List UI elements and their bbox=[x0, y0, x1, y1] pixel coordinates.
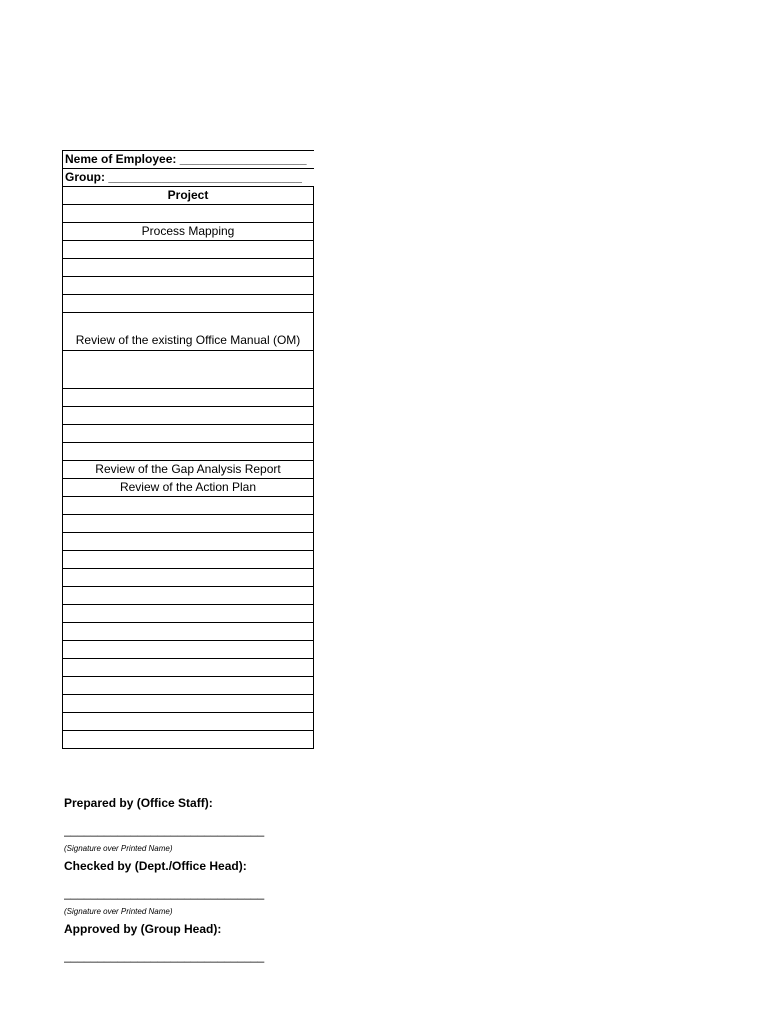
table-row bbox=[63, 587, 314, 605]
empty-cell[interactable] bbox=[63, 713, 314, 731]
table-row bbox=[63, 277, 314, 295]
checked-by-label: Checked by (Dept./Office Head): bbox=[64, 859, 247, 873]
checked-signature-caption: (Signature over Printed Name) bbox=[64, 907, 173, 916]
empty-cell[interactable] bbox=[63, 659, 314, 677]
table-row bbox=[63, 731, 314, 749]
table-row bbox=[63, 425, 314, 443]
review-action-cell: Review of the Action Plan bbox=[63, 479, 314, 497]
table-row bbox=[63, 515, 314, 533]
prepared-signature-caption: (Signature over Printed Name) bbox=[64, 844, 173, 853]
table-row bbox=[63, 695, 314, 713]
process-mapping-cell: Process Mapping bbox=[63, 223, 314, 241]
table-row bbox=[63, 605, 314, 623]
table-row bbox=[63, 659, 314, 677]
project-header: Project bbox=[63, 187, 314, 205]
empty-cell[interactable] bbox=[63, 695, 314, 713]
empty-cell[interactable] bbox=[63, 677, 314, 695]
review-gap-cell: Review of the Gap Analysis Report bbox=[63, 461, 314, 479]
empty-cell[interactable] bbox=[63, 389, 314, 407]
table-row bbox=[63, 223, 314, 241]
empty-cell[interactable] bbox=[63, 623, 314, 641]
table-row bbox=[63, 259, 314, 277]
table-row bbox=[63, 169, 314, 187]
prepared-signature-line[interactable]: ______________________________ bbox=[64, 823, 265, 837]
table-row bbox=[63, 551, 314, 569]
empty-cell[interactable] bbox=[63, 641, 314, 659]
empty-cell[interactable] bbox=[63, 351, 314, 389]
empty-cell[interactable] bbox=[63, 731, 314, 749]
empty-cell[interactable] bbox=[63, 259, 314, 277]
empty-cell[interactable] bbox=[63, 443, 314, 461]
table-row bbox=[63, 295, 314, 313]
table-row bbox=[63, 497, 314, 515]
table-row bbox=[63, 443, 314, 461]
table-row bbox=[63, 313, 314, 351]
signature-block bbox=[64, 794, 324, 966]
table-row bbox=[63, 713, 314, 731]
empty-cell[interactable] bbox=[63, 587, 314, 605]
table-row bbox=[63, 407, 314, 425]
checked-signature-line[interactable]: ______________________________ bbox=[64, 886, 265, 900]
empty-cell[interactable] bbox=[63, 205, 314, 223]
approved-by-label: Approved by (Group Head): bbox=[64, 922, 222, 936]
table-row bbox=[63, 641, 314, 659]
approved-signature-line[interactable]: ______________________________ bbox=[64, 949, 265, 963]
activity-table bbox=[62, 150, 314, 749]
table-row bbox=[63, 151, 314, 169]
table-row bbox=[63, 479, 314, 497]
table-row bbox=[63, 351, 314, 389]
group-field[interactable]: Group: _____________________________ bbox=[63, 169, 314, 187]
table-row bbox=[63, 461, 314, 479]
table-row bbox=[63, 205, 314, 223]
empty-cell[interactable] bbox=[63, 277, 314, 295]
empty-cell[interactable] bbox=[63, 551, 314, 569]
table-row bbox=[63, 623, 314, 641]
review-om-cell: Review of the existing Office Manual (OM) bbox=[63, 313, 314, 351]
table-row bbox=[63, 533, 314, 551]
table-row bbox=[63, 677, 314, 695]
table-row bbox=[63, 569, 314, 587]
prepared-by-label: Prepared by (Office Staff): bbox=[64, 796, 213, 810]
employee-name-field[interactable]: Neme of Employee: ___________________ bbox=[63, 151, 314, 169]
table-row bbox=[63, 241, 314, 259]
empty-cell[interactable] bbox=[63, 425, 314, 443]
empty-cell[interactable] bbox=[63, 295, 314, 313]
table-row bbox=[63, 389, 314, 407]
empty-cell[interactable] bbox=[63, 515, 314, 533]
empty-cell[interactable] bbox=[63, 497, 314, 515]
empty-cell[interactable] bbox=[63, 569, 314, 587]
empty-cell[interactable] bbox=[63, 407, 314, 425]
empty-cell[interactable] bbox=[63, 533, 314, 551]
empty-cell[interactable] bbox=[63, 241, 314, 259]
empty-cell[interactable] bbox=[63, 605, 314, 623]
table-row bbox=[63, 187, 314, 205]
